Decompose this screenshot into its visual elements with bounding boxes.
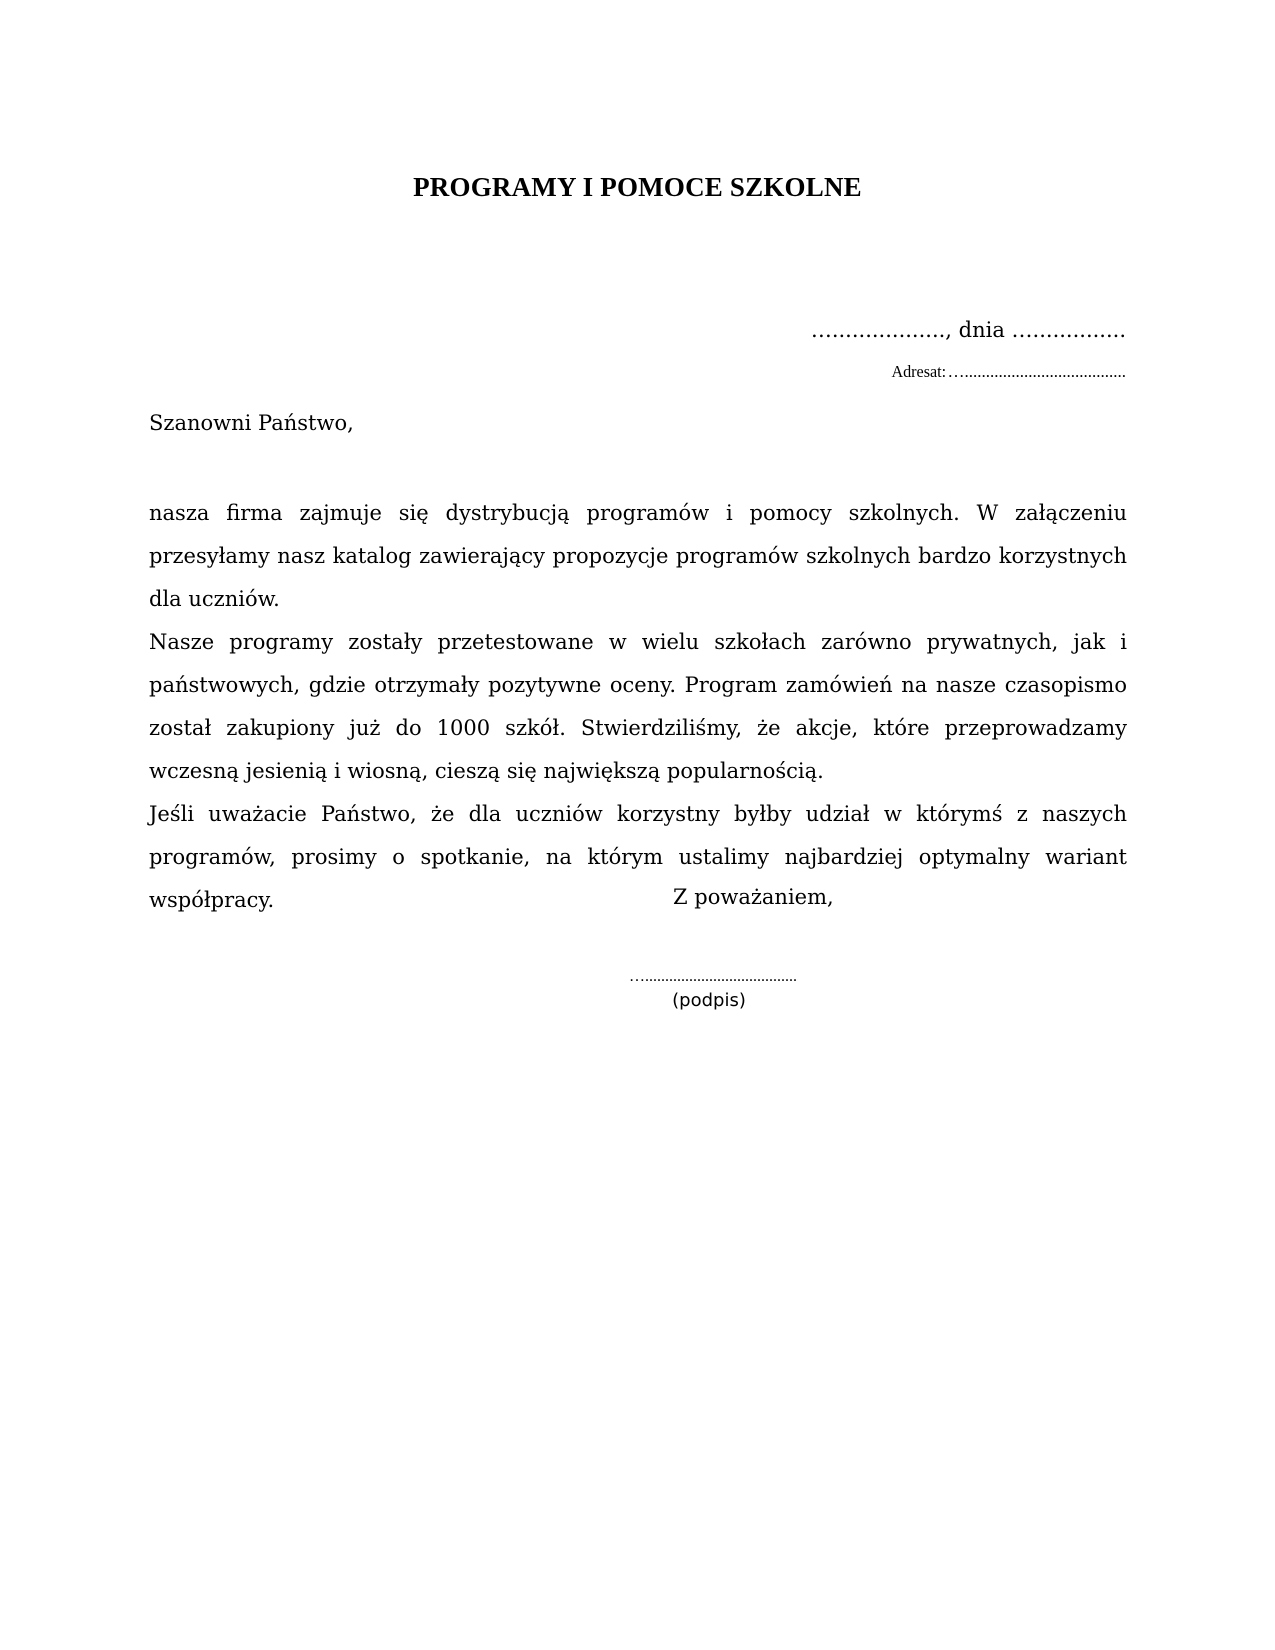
- closing-phrase: Z poważaniem,: [673, 885, 834, 909]
- body-paragraph: Jeśli uważacie Państwo, że dla uczniów korzystny byłby udział w którymś z naszych programów, prosimy o spotkanie, na którym ustalimy najbardziej optymalny wariant współpracy.: [149, 802, 1127, 912]
- body-paragraph: nasza firma zajmuje się dystrybucją programów i pomocy szkolnych. W załączeniu przesyłamy nasz katalog zawierający propozycje programów szkolnych bardzo korzystnych dla uczniów.: [149, 501, 1127, 611]
- body-paragraph: Nasze programy zostały przetestowane w wielu szkołach zarówno prywatnych, jak i państwowych, gdzie otrzymały pozytywne oceny. Program zamówień na nasze czasopismo został zakupiony już do 1000 szkół. Stwierdziliśmy, że akcje, które przeprowadzamy wczesną jesienią i wiosną, cieszą się największą popularnością.: [149, 630, 1127, 783]
- place-date-line: …................., dnia …..............: [810, 318, 1126, 342]
- addressee-label: Adresat:: [891, 362, 947, 381]
- addressee-line: [700, 362, 1126, 382]
- signature-label: (podpis): [672, 990, 746, 1011]
- document-title: PROGRAMY I POMOCE SZKOLNE: [413, 172, 862, 202]
- addressee-dots: …......................................: [947, 362, 1126, 381]
- letter-body: [149, 492, 1127, 922]
- signature-line: …......................................: [629, 968, 797, 985]
- salutation: Szanowni Państwo,: [149, 411, 354, 435]
